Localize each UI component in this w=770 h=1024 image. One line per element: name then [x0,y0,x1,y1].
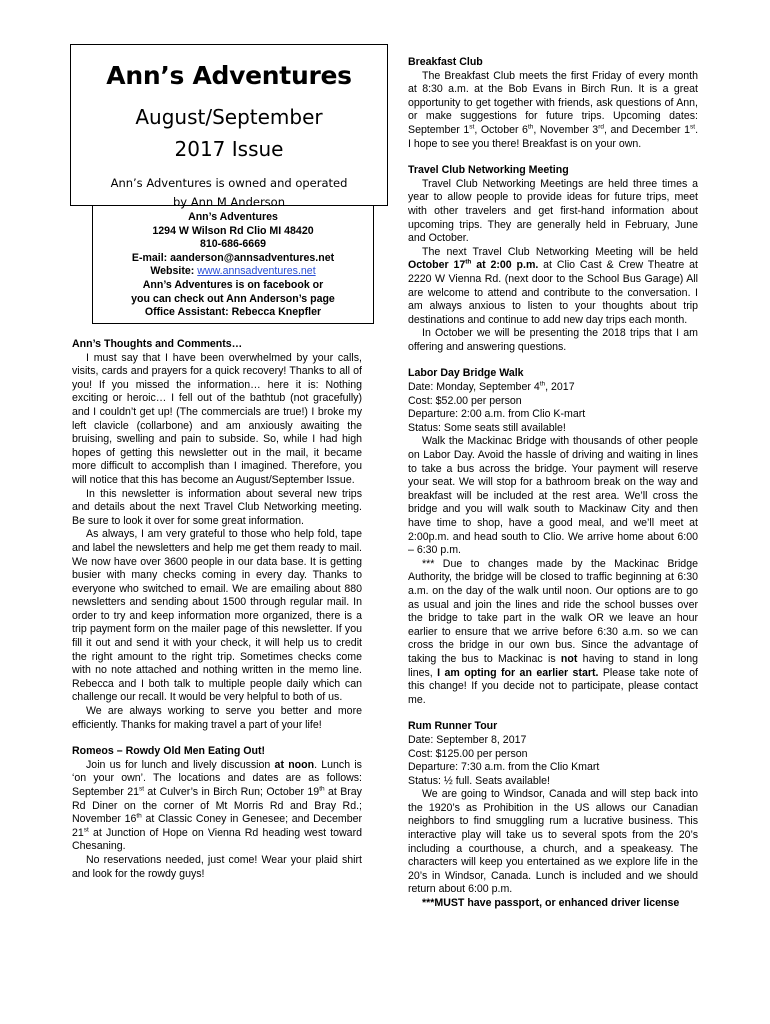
rum-runner-note: ***MUST have passport, or enhanced driver license [422,897,680,910]
networking-paragraph-3: In October we will be presenting the 2018 trips that I am offering and answering questions. [408,327,698,353]
newsletter-title: Ann’s Adventures [106,61,352,90]
issue-line-2: 2017 Issue [174,137,284,161]
contact-facebook-1: Ann’s Adventures is on facebook or [142,278,324,291]
romeos-heading: Romeos – Rowdy Old Men Eating Out! [72,745,266,758]
thoughts-paragraph-3: As always, I am very grateful to those who help fold, tape and label the newsletters and help me get them ready to mail. We now have over 3600 people in our data base. It is getting busier with many checks coming in every day. Thanks to everyone who switched to email. We are emailing about 880 newsletters and sending about 1500 through regular mail. In order to try and keep information more organized, there is a trip payment form on the mailer page of this newsletter. If you fill it out and send it with your check, it will help us to credit the right amount to the right trip. Sometimes checks come with no note attached and nothing written in the memo line. Rebecca and I both talk to multiple people daily which can challenge our recall. It would be very helpful to both of us. [72,528,362,704]
labor-day-heading: Labor Day Bridge Walk [408,367,524,380]
breakfast-heading: Breakfast Club [408,56,483,68]
rum-runner-paragraph: We are going to Windsor, Canada and will step back into the 1920’s as Prohibition in the US allows our Canadian neighbors to find smuggling rum a lucrative business. This interactive play will take us to several spots from the 20’s including a courthouse, a church, and a speakeasy. The characters will keep you entertained as we explore life in the 20’s in Windsor, Canada. Lunch is included and we should return about 6:00 p.m. [408,788,698,896]
rum-runner-status: Status: ½ full. Seats available! [408,774,550,787]
romeos-paragraph-1: Join us for lunch and lively discussion at noon. Lunch is ‘on your own’. The locations and dates are as follows: September 21st at Culver’s in Birch Run; October 19th at Bray Rd Diner on the corner of Mt Morris Rd and Bray Rd.; November 16th at Classic Coney in Genesee; and December 21st at Junction of Hope on Vienna Rd heading west toward Chesaning. [72,758,362,853]
contact-facebook-2: you can check out Ann Anderson’s page [131,292,335,305]
owned-line-2: by Ann M Anderson [172,195,285,209]
labor-day-departure: Departure: 2:00 a.m. from Clio K-mart [408,408,586,421]
labor-day-date: Date: Monday, September 4th, 2017 [408,380,575,394]
right-column [408,56,698,911]
thoughts-paragraph-2: In this newsletter is information about several new trips and details about the next Travel Club Networking meeting. Be sure to look it over for some great information. [72,487,362,527]
rum-runner-date: Date: September 8, 2017 [408,733,527,746]
contact-address: 1294 W Wilson Rd Clio MI 48420 [152,224,314,237]
contact-website [93,265,373,279]
issue-line-1: August/September [135,105,323,129]
labor-day-cost: Cost: $52.00 per person [408,394,522,407]
networking-paragraph-2: The next Travel Club Networking Meeting will be held October 17th at 2:00 p.m. at Clio Cast & Crew Theatre at 2220 W Vienna Rd. (next door to the School Bus Garage) All are welcome to attend and contribute to the conversation. I am always anxious to listen to your thoughts about trip destinations and continue to add new day trips each month. [408,245,698,326]
contact-assistant: Office Assistant: Rebecca Knepfler [144,306,322,319]
romeos-paragraph-2: No reservations needed, just come! Wear your plaid shirt and look for the rowdy guys! [72,853,362,880]
contact-box [92,206,374,324]
website-label: Website: [150,265,195,278]
contact-name: Ann’s Adventures [188,211,278,223]
left-column [72,338,362,881]
rum-runner-heading: Rum Runner Tour [408,720,498,733]
website-link[interactable]: www.annsadventures.net [197,265,316,278]
rum-runner-cost: Cost: $125.00 per person [408,747,528,760]
networking-paragraph-1: Travel Club Networking Meetings are held three times a year to allow people to provide ideas for future trips, meet with other travelers and get first-hand information about upcoming trips. They are generally held in February, June and October. [408,177,698,245]
thoughts-heading: Ann’s Thoughts and Comments… [72,338,243,350]
networking-heading: Travel Club Networking Meeting [408,164,569,177]
labor-day-paragraph-2: *** Due to changes made by the Mackinac Bridge Authority, the bridge will be closed to traffic beginning at 6:30 a.m. on the day of the walk until noon. Our options are to go as usual and join the lines and ride the school busses over the bridge to take part in the walk OR we leave an hour earlier to ensure that we arrive before 6:30 a.m. so we can cross the bridge in our own bus. Since the advantage of taking the bus to Mackinac is not having to stand in long lines, I am opting for an earlier start. Please take note of this change! If you decide not to participate, please contact me. [408,557,698,706]
labor-day-paragraph-1: Walk the Mackinac Bridge with thousands of other people on Labor Day. Avoid the hassle of driving and waiting in lines to take a bus across the bridge. Your payment will reserve your seat. We will stop for a bathroom break on the way and breakfast will be included at the rest area. We’ll cross the bridge and you will walk south to Mackinaw City and then have time to shop, have a good meal, and we’ll meet at 2:00p.m. and head south to Clio. We arrive home about 6:00 – 6:30 p.m. [408,435,698,557]
thoughts-paragraph-1: I must say that I have been overwhelmed by your calls, visits, cards and prayers for a quick recovery! Thanks to all of you! If you missed the information… here it is: Nothing exciting or heroic… I fell out of the bathtub (not gracefully) and I couldn’t get up! (The commercials are true!) I broke my left clavicle (collarbone) and am anxiously awaiting the bruising, swelling and pain to subside. So, while I had high hopes of getting this newsletter out in the mail, it became more difficult to accomplish than I imagined. Therefore, you will notice that this has become an August/September Issue. [72,351,362,486]
breakfast-paragraph: The Breakfast Club meets the first Friday of every month at 8:30 a.m. at the Bob Evans in Birch Run. It is a great opportunity to get together with friends, ask questions of Ann, or make suggestions for future trips. Upcoming dates: September 1st, October 6th, November 3rd, and December 1st. I hope to see you there! Breakfast is on your own. [408,69,699,150]
owned-line-1: Ann’s Adventures is owned and operated [110,176,348,190]
labor-day-status: Status: Some seats still available! [408,421,566,434]
rum-runner-departure: Departure: 7:30 a.m. from the Clio Kmart [408,761,600,774]
contact-phone: 810-686-6669 [200,238,266,251]
thoughts-paragraph-4: We are always working to serve you better and more efficiently. Thanks for making travel a part of your life! [72,705,362,731]
contact-email: E-mail: aanderson@annsadventures.net [131,251,335,264]
masthead-box [70,44,388,209]
